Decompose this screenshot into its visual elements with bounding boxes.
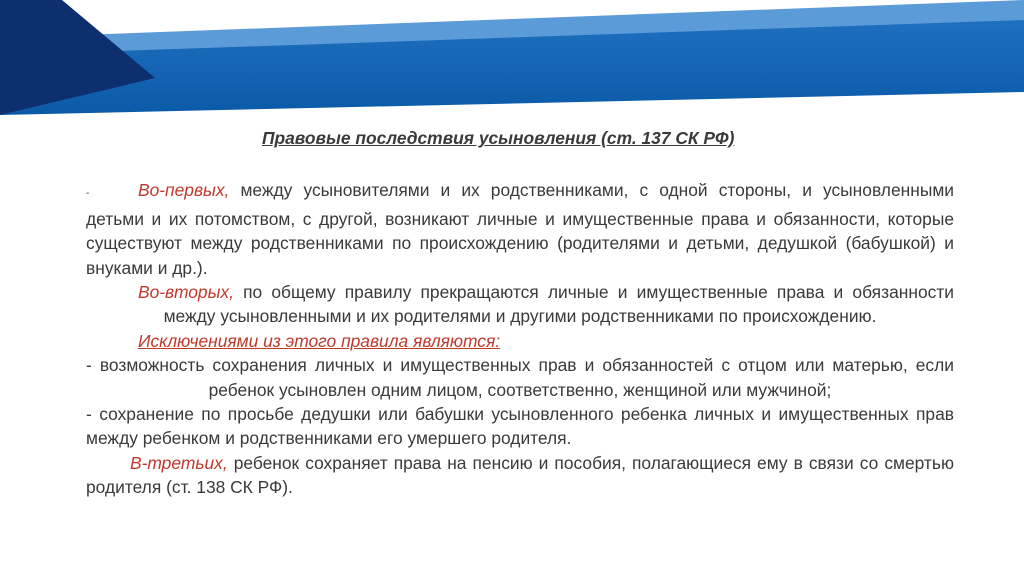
paragraph-marker: - [86,188,90,200]
paragraph-third-text: ребенок сохраняет права на пенсию и пособия, полагающиеся ему в связи со смертью родителя (ст. 138 СК РФ). [86,452,954,498]
document-title: Правовые последствия усыновления (ст. 137 СК РФ) [262,128,735,148]
paragraph-second-text: по общему правилу прекращаются личные и имущественные права и обязанности между усыновленными и их родителями и другими родственниками по происхождению. [163,282,954,327]
paragraph-first [86,178,954,280]
paragraph-third [86,451,954,500]
lead-third: В-третьих, [130,452,228,473]
exceptions-heading: Исключениями из этого правила являются: [138,330,501,351]
header-banner [0,0,1024,120]
exception-item-1: - возможность сохранения личных и имущественных прав и обязанностей с отцом или матерью, если ребенок усыновлен одним лицом, соответственно, женщиной или мужчиной; [86,355,954,400]
exception-item-2: - сохранение по просьбе дедушки или бабушки усыновленного ребенка личных и имущественных прав между ребенком и родственниками его умершего родителя. [86,404,954,449]
lead-first: Во-первых, [138,180,230,201]
paragraph-second [86,280,954,329]
paragraph-first-text: между усыновителями и их родственниками, с одной стороны, и усыновленными детьми и их потомством, с другой, возникают личные и имущественные права и обязанности, которые существуют между родственниками по происхождению (родителями и детьми, дедушкой (бабушкой) и внуками и др.). [86,180,954,278]
document-body [86,120,954,500]
exceptions-heading-line [86,329,954,353]
lead-second: Во-вторых, [138,282,234,303]
